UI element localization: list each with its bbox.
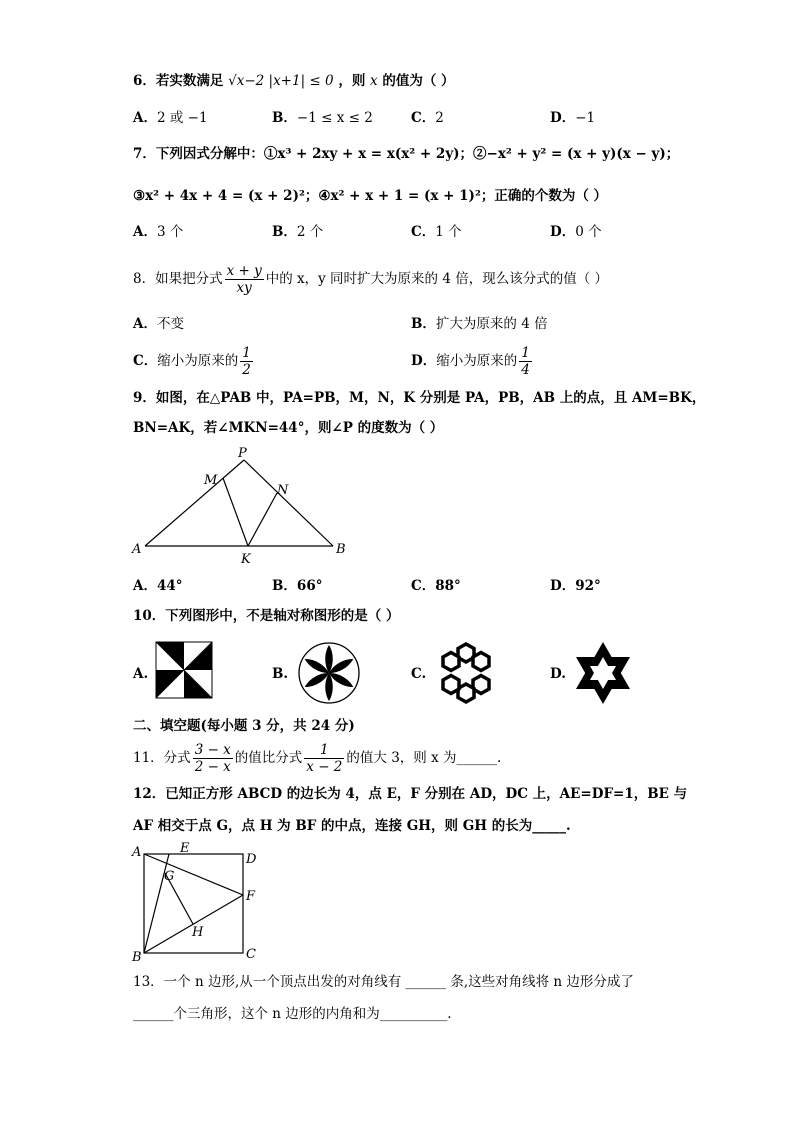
q9-option-a: A．44° bbox=[133, 578, 183, 594]
q7-line2: ③x² + 4x + 4 = (x + 2)²；④x² + x + 1 = (x + 1)²；正确的个数为（ ） bbox=[133, 188, 608, 204]
section2-heading: 二、填空题(每小题 3 分，共 24 分) bbox=[133, 718, 355, 734]
q6-option-b: B．−1 ≤ x ≤ 2 bbox=[272, 110, 373, 126]
q8-option-b: B．扩大为原来的 4 倍 bbox=[411, 316, 548, 332]
q7-line1: 7．下列因式分解中：①x³ + 2xy + x = x(x² + 2y)；②−x² + y² = (x + y)(x − y)； bbox=[133, 146, 680, 162]
q12-label-e: E bbox=[180, 842, 190, 856]
q8-fraction: $\frac{x + y}{xy}$ bbox=[226, 263, 262, 296]
pinwheel-figure bbox=[155, 641, 213, 699]
q9-option-b: B．66° bbox=[272, 578, 323, 594]
q10-label-a: A. bbox=[133, 666, 149, 682]
q12-label-b: B bbox=[132, 950, 142, 964]
q7-option-b: B．2 个 bbox=[272, 224, 324, 240]
q13-line1: 13．一个 n 边形,从一个顶点出发的对角线有 ______ 条,这些对角线将 n 边形分成了 bbox=[133, 974, 634, 990]
q8-stem: 8．如果把分式 $\frac{x + y}{xy}$ 中的 x，y 同时扩大为原来的 4 倍，现么该分式的值（ ） bbox=[133, 263, 609, 296]
q12-label-f: F bbox=[246, 889, 256, 904]
q12-label-h: H bbox=[192, 925, 204, 940]
hexagon-ring-figure bbox=[434, 641, 498, 705]
q7-option-c: C．1 个 bbox=[411, 224, 462, 240]
q7-option-a: A．3 个 bbox=[133, 224, 184, 240]
q12-label-c: C bbox=[246, 947, 256, 962]
q9-label-m: M bbox=[204, 473, 218, 488]
q8-d-fraction: $\frac{1}{4}$ bbox=[521, 345, 530, 378]
q9-option-d: D．92° bbox=[550, 578, 601, 594]
q9-option-c: C．88° bbox=[411, 578, 461, 594]
q8-c-fraction: $\frac{1}{2}$ bbox=[242, 345, 251, 378]
q12-label-d: D bbox=[246, 852, 257, 867]
q6-option-a: A．2 或 −1 bbox=[133, 110, 208, 126]
q9-label-b: B bbox=[336, 542, 346, 557]
q6-stem-pre: 6．若实数满足 bbox=[133, 73, 224, 89]
q12-label-g: G bbox=[164, 869, 175, 884]
q12-label-a: A bbox=[132, 845, 142, 860]
q10-label-b: B. bbox=[272, 666, 289, 682]
q6-stem-end: 的值为（ ） bbox=[382, 73, 455, 89]
q6-option-c: C．2 bbox=[411, 110, 444, 126]
q9-label-n: N bbox=[277, 483, 289, 498]
q13-line2: ______个三角形，这个 n 边形的内角和为__________. bbox=[133, 1006, 452, 1022]
q11-fraction-2: $\frac{1}{x - 2}$ bbox=[306, 742, 343, 775]
flower-figure bbox=[297, 641, 361, 705]
q9-line1: 9．如图，在△PAB 中，PA=PB，M，N，K 分别是 PA，PB，AB 上的点，且 AM=BK， bbox=[133, 390, 706, 406]
q8-option-a: A．不变 bbox=[133, 316, 184, 332]
q6-option-d: D．−1 bbox=[550, 110, 596, 126]
q9-label-a: A bbox=[132, 542, 142, 557]
q9-triangle-figure bbox=[130, 446, 350, 568]
q12-line1: 12．已知正方形 ABCD 的边长为 4，点 E，F 分别在 AD，DC 上，AE=DF=1，BE 与 bbox=[133, 786, 688, 802]
q8-option-c: C．缩小为原来的 $\frac{1}{2}$ bbox=[133, 345, 251, 378]
q11-stem: 11．分式 $\frac{3 - x}{2 - x}$ 的值比分式 $\frac{1}{x - 2}$ 的值大 3，则 x 为______. bbox=[133, 742, 502, 775]
q9-label-k: K bbox=[241, 552, 251, 567]
q11-fraction-1: $\frac{3 - x}{2 - x}$ bbox=[194, 742, 231, 775]
q9-label-p: P bbox=[238, 446, 247, 461]
q10-label-d: D. bbox=[550, 666, 566, 682]
q9-line2: BN=AK，若∠MKN=44°，则∠P 的度数为（ ） bbox=[133, 420, 444, 436]
q10-label-c: C. bbox=[411, 666, 427, 682]
q6-stem-post: ，则 bbox=[338, 73, 366, 89]
q10-stem: 10．下列图形中，不是轴对称图形的是（ ） bbox=[133, 608, 400, 624]
q6-condition: √x−2 |x+1| ≤ 0 bbox=[228, 73, 334, 89]
q7-option-d: D．0 个 bbox=[550, 224, 602, 240]
q6-var: x bbox=[370, 73, 378, 89]
star-of-david-figure bbox=[572, 640, 634, 706]
q12-line2: AF 相交于点 G，点 H 为 BF 的中点，连接 GH，则 GH 的长为_____. bbox=[133, 818, 571, 834]
q6-stem bbox=[133, 75, 455, 89]
q12-square-figure bbox=[130, 842, 270, 964]
q8-option-d: D．缩小为原来的 $\frac{1}{4}$ bbox=[411, 345, 530, 378]
